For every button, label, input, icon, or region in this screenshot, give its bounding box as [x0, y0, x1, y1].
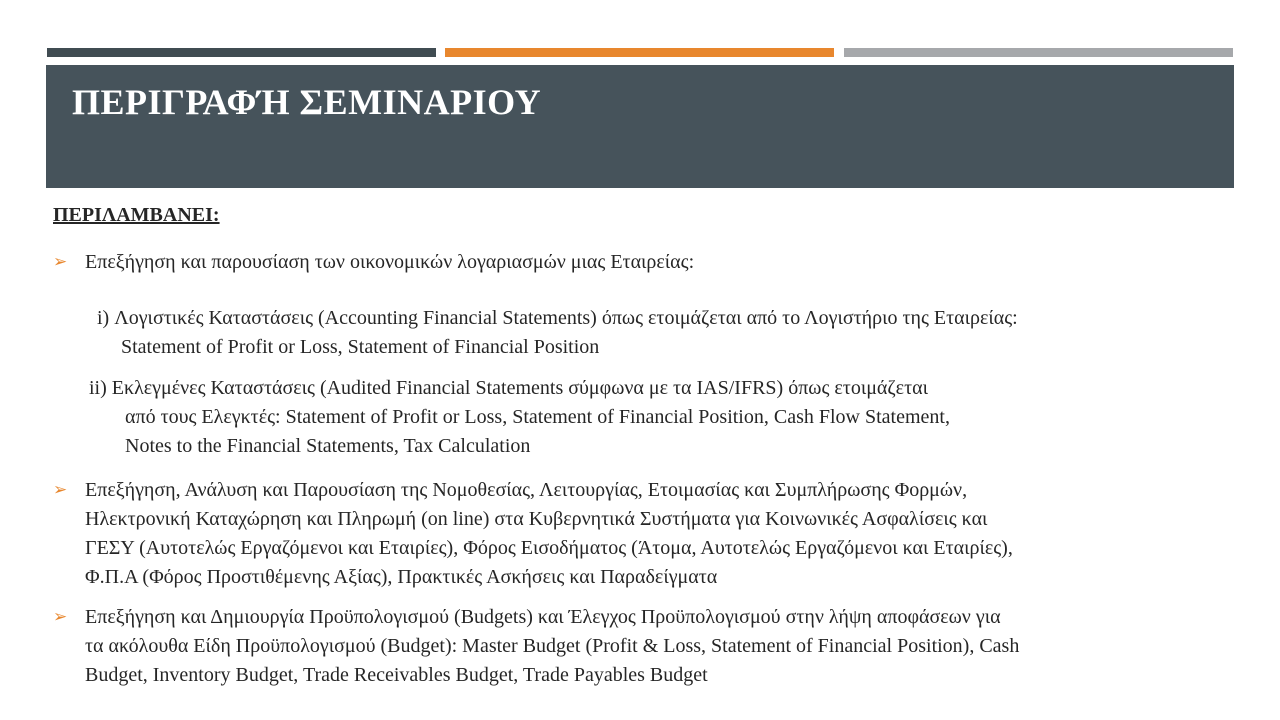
arrow-bullet-icon: ➢ [53, 480, 68, 500]
sub-item-accounting-statements [97, 304, 1018, 362]
accent-bar-dark [47, 48, 436, 57]
bullet-text: Επεξήγηση, Ανάλυση και Παρουσίαση της Νομοθεσίας, Λειτουργίας, Ετοιμασίας και Συμπλήρωσης Φορμών, Ηλεκτρονική Καταχώρηση και Πληρωμή (on line) στα Κυβερνητικά Συστήματα για Κοινωνικές Ασφαλίσεις και ΓΕΣΥ (Αυτοτελώς Εργαζόμενοι και Εταιρίες), Φόρος Εισοδήματος (Άτομα, Αυτοτελώς Εργαζόμενοι και Εταιρίες), Φ.Π.Α (Φόρος Προστιθέμενης Αξίας), Πρακτικές Ασκήσεις και Παραδείγματα [85, 479, 1013, 588]
slide-title: ΠΕΡΙΓΡΑΦΉ ΣΕΜΙΝΑΡΙΟΥ [72, 82, 542, 122]
sub-item-audited-statements [89, 374, 950, 461]
section-heading: ΠΕΡΙΛΑΜΒΑΝΕΙ: [53, 204, 220, 226]
sub-item-line: ii) Εκλεγμένες Καταστάσεις (Audited Financial Statements σύμφωνα με τα IAS/IFRS) όπως ετοιμάζεται [89, 377, 928, 399]
accent-bar-orange [445, 48, 834, 57]
title-band [46, 65, 1234, 188]
sub-item-line: Notes to the Financial Statements, Tax Calculation [125, 435, 531, 457]
arrow-bullet-icon: ➢ [53, 252, 68, 272]
bullet-text: Επεξήγηση και παρουσίαση των οικονομικών λογαριασμών μιας Εταιρείας: [85, 251, 695, 273]
arrow-bullet-icon: ➢ [53, 607, 68, 627]
sub-item-line: i) Λογιστικές Καταστάσεις (Accounting Financial Statements) όπως ετοιμάζεται από το Λογιστήριο της Εταιρείας: [97, 307, 1018, 329]
sub-item-line: από τους Ελεγκτές: Statement of Profit or Loss, Statement of Financial Position, Cash Flow Statement, [125, 406, 950, 428]
bullet-text: Επεξήγηση και Δημιουργία Προϋπολογισμού (Budgets) και Έλεγχος Προϋπολογισμού στην λήψη αποφάσεων για τα ακόλουθα Είδη Προϋπολογισμού (Budget): Master Budget (Profit & Loss, Statement of Financial Position), Cash Budget, Inventory Budget, Trade Receivables Budget, Trade Payables Budget [85, 606, 1020, 686]
sub-item-line: Statement of Profit or Loss, Statement of Financial Position [121, 336, 600, 358]
accent-bar-gray [844, 48, 1233, 57]
